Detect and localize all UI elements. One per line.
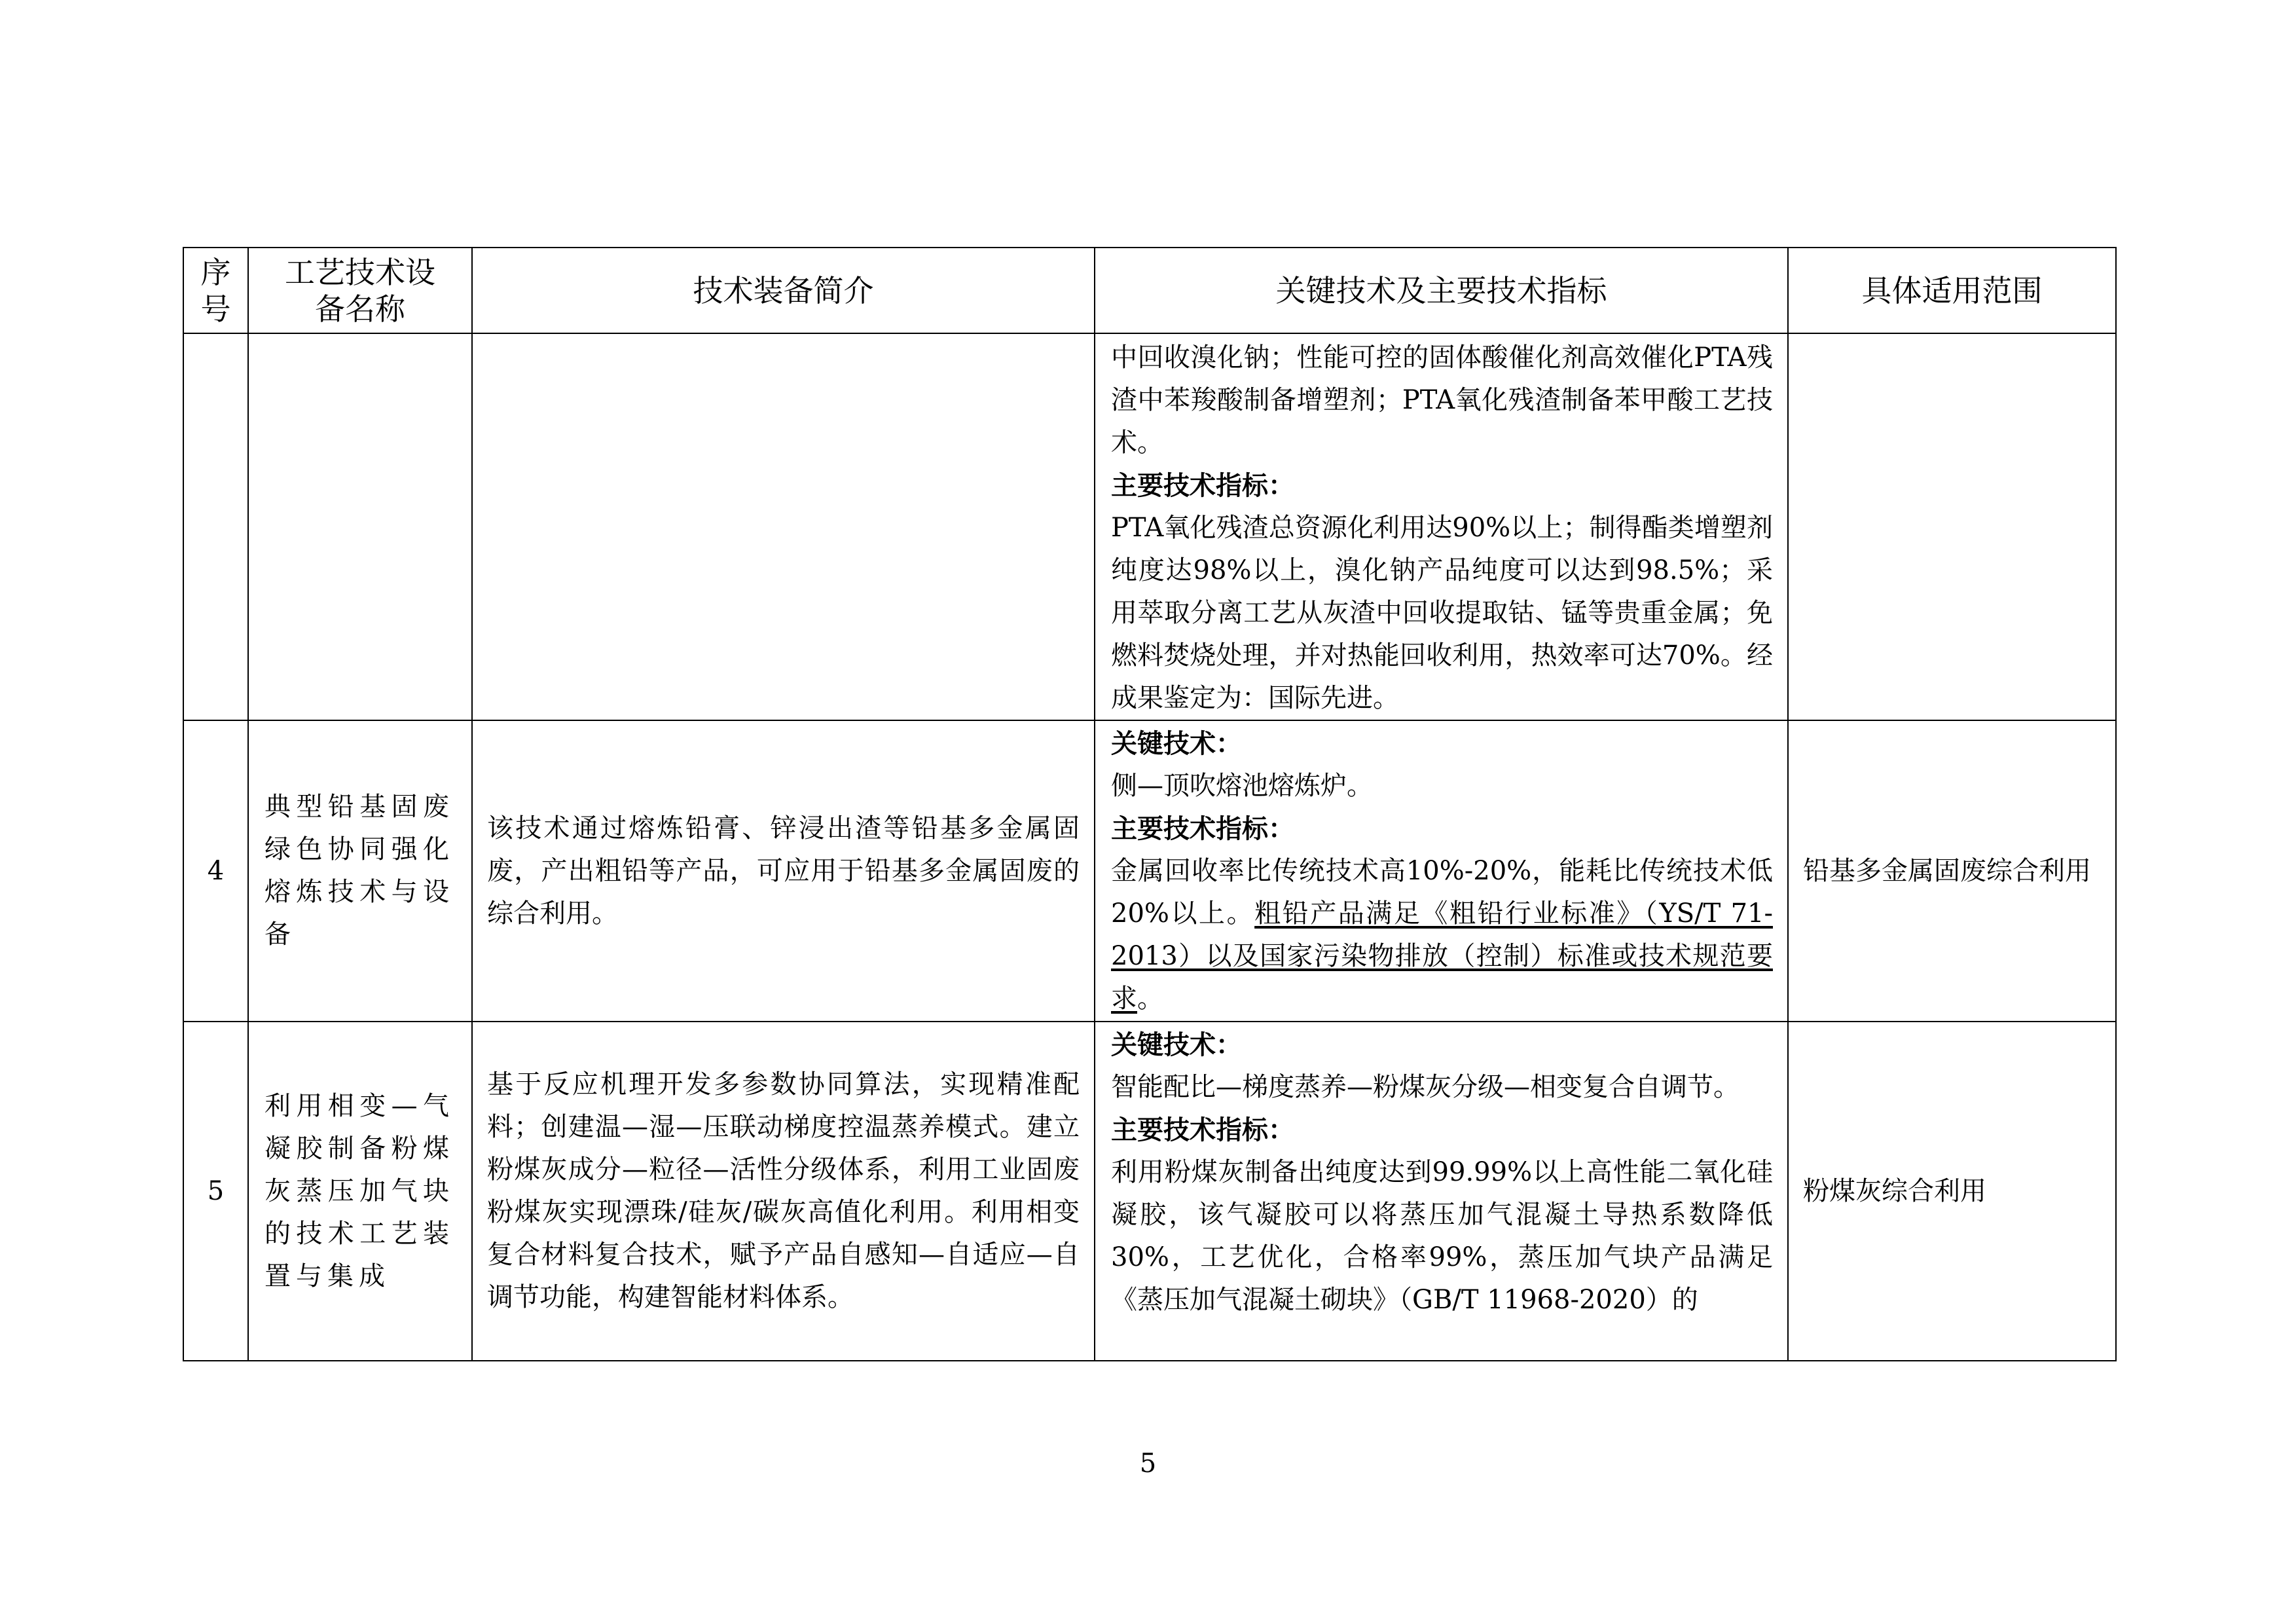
header-name: 工艺技术设备名称 — [248, 248, 472, 333]
page-number: 5 — [1139, 1449, 1157, 1479]
cont-key-text: 中回收溴化钠；性能可控的固体酸催化剂高效催化PTA残渣中苯羧酸制备增塑剂；PTA氧化残渣制备苯甲酸工艺技术。 — [1111, 342, 1773, 458]
cont-indicators-label: 主要技术指标： — [1111, 470, 1294, 501]
row5-key-text: 智能配比—梯度蒸养—粉煤灰分级—相变复合自调节。 — [1111, 1072, 1740, 1102]
cont-scope-cell — [1788, 333, 2116, 720]
cont-desc-cell — [472, 333, 1095, 720]
row5-num: 5 — [183, 1022, 248, 1361]
row4-desc: 该技术通过熔炼铅膏、锌浸出渣等铅基多金属固废，产出粗铅等产品，可应用于铅基多金属固废的综合利用。 — [472, 720, 1095, 1022]
row5-key-label: 关键技术： — [1111, 1029, 1242, 1060]
row4-key-label: 关键技术： — [1111, 728, 1242, 759]
table-row-5 — [183, 1022, 2116, 1361]
row4-scope: 铅基多金属固废综合利用 — [1788, 720, 2116, 1022]
row4-indicators-text: 金属回收率比传统技术高10%-20%，能耗比传统技术低20%以上。 — [1111, 855, 1773, 929]
technology-table — [183, 247, 2117, 1361]
cont-num-cell — [183, 333, 248, 720]
row4-indicators — [1111, 850, 1773, 1020]
header-scope: 具体适用范围 — [1788, 248, 2116, 333]
row4-indicators-label: 主要技术指标： — [1111, 813, 1294, 844]
row5-desc: 基于反应机理开发多参数协同算法，实现精准配料；创建温—湿—压联动梯度控温蒸养模式。建立粉煤灰成分—粒径—活性分级体系，利用工业固废粉煤灰实现漂珠/硅灰/碳灰高值化利用。利用相变复合材料复合技术，赋予产品自感知—自适应—自调节功能，构建智能材料体系。 — [472, 1022, 1095, 1361]
row5-indicators-label: 主要技术指标： — [1111, 1115, 1294, 1145]
row5-name: 利用相变—气凝胶制备粉煤灰蒸压加气块的技术工艺装置与集成 — [248, 1022, 472, 1361]
header-desc: 技术装备简介 — [472, 248, 1095, 333]
row4-indicators-end: 。 — [1137, 983, 1163, 1014]
row4-name: 典型铅基固废绿色协同强化熔炼技术与设备 — [248, 720, 472, 1022]
cont-name-cell — [248, 333, 472, 720]
table-row-4 — [183, 720, 2116, 1022]
row4-key-cell — [1095, 720, 1788, 1022]
cont-key-cell — [1095, 333, 1788, 720]
table-row-continued — [183, 333, 2116, 720]
header-num: 序号 — [183, 248, 248, 333]
header-key: 关键技术及主要技术指标 — [1095, 248, 1788, 333]
row5-scope: 粉煤灰综合利用 — [1788, 1022, 2116, 1361]
row4-indicators-underlined: 粗铅产品满足《粗铅行业标准》（YS/T 71-2013）以及国家污染物排放（控制）标准或技术规范要求 — [1111, 898, 1774, 1014]
cont-indicators-text: PTA氧化残渣总资源化利用达90%以上；制得酯类增塑剂纯度达98%以上，溴化钠产品纯度可以达到98.5%；采用萃取分离工艺从灰渣中回收提取钴、锰等贵重金属；免燃料焚烧处理，并对热能回收利用，热效率可达70%。经成果鉴定为：国际先进。 — [1111, 513, 1773, 713]
row5-key-cell — [1095, 1022, 1788, 1361]
table-header-row — [183, 248, 2116, 333]
row4-key-text: 侧—顶吹熔池熔炼炉。 — [1111, 770, 1373, 801]
row5-indicators-text: 利用粉煤灰制备出纯度达到99.99%以上高性能二氧化硅凝胶，该气凝胶可以将蒸压加气混凝土导热系数降低30%，工艺优化，合格率99%，蒸压加气块产品满足《蒸压加气混凝土砌块》（GB/T 11968-2020）的 — [1111, 1157, 1773, 1315]
row4-num: 4 — [183, 720, 248, 1022]
